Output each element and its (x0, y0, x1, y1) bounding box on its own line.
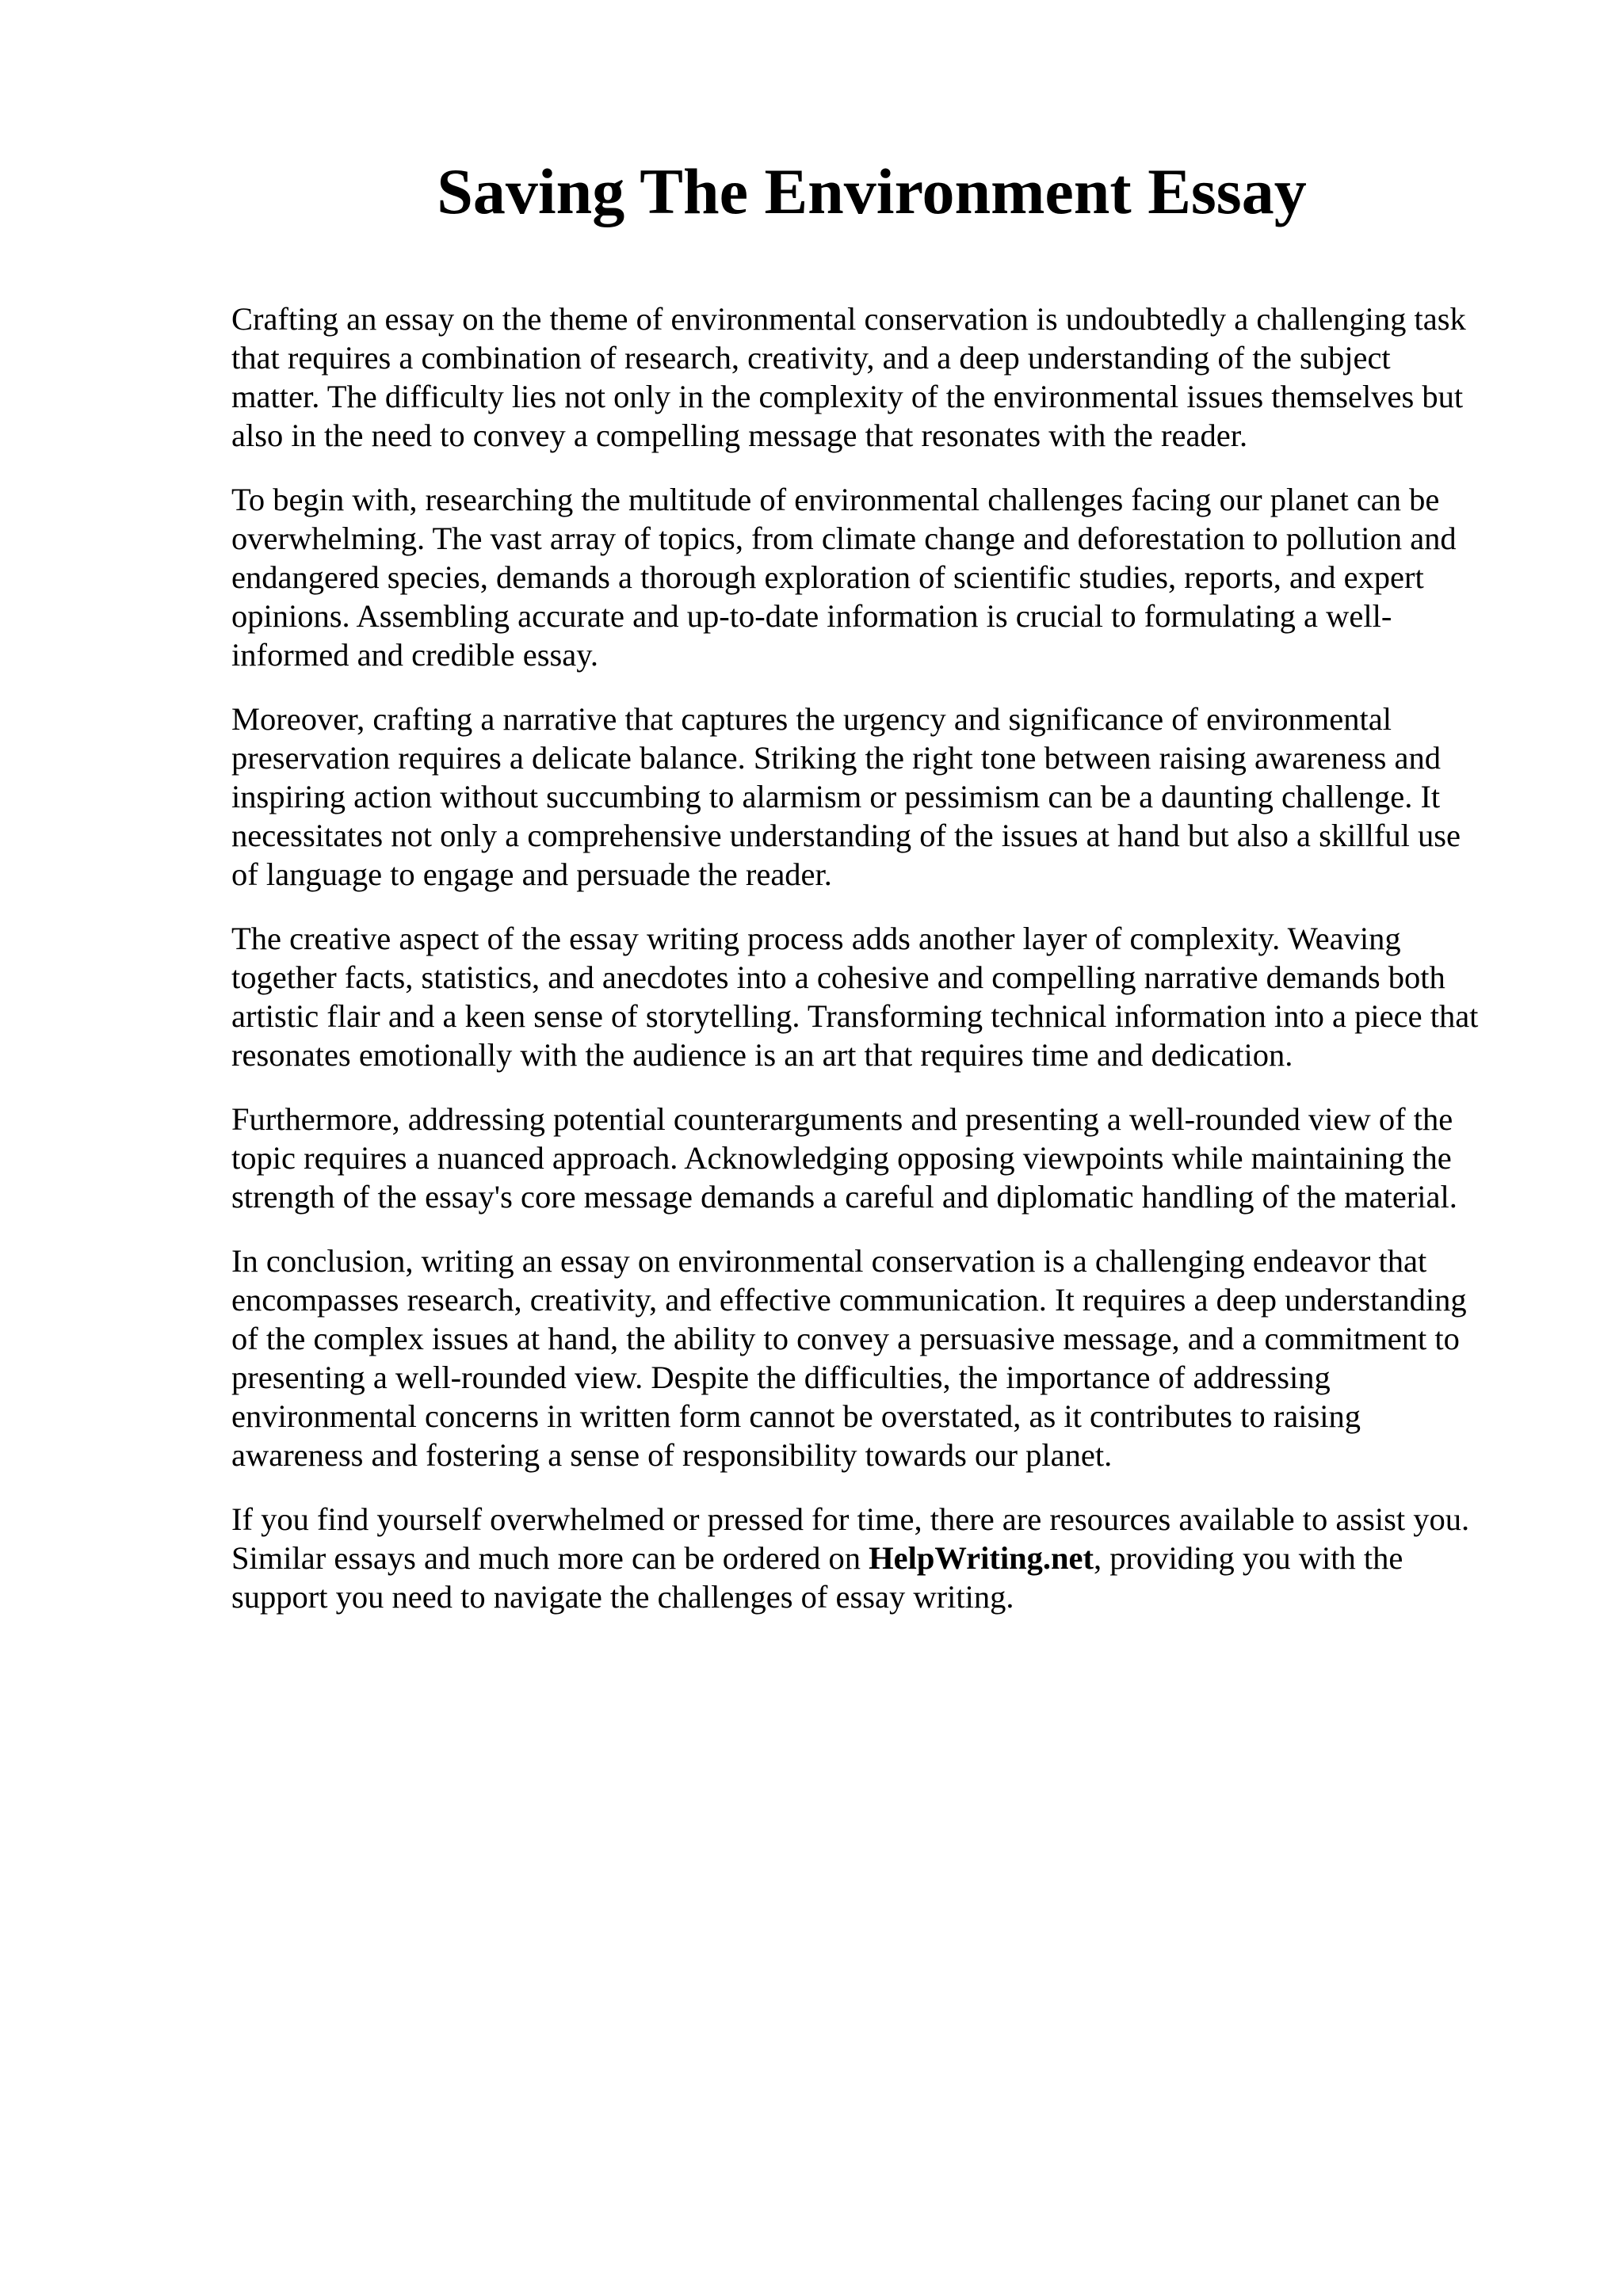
paragraph-line: inspiring action without succumbing to alarmism or pessimism can be a daunting challenge. It (231, 779, 1441, 814)
page-title: Saving The Environment Essay (437, 155, 1307, 227)
paragraph-line: together facts, statistics, and anecdotes into a cohesive and compelling narrative demands both (231, 959, 1445, 995)
paragraph-line: Furthermore, addressing potential counterarguments and presenting a well-rounded view of the (231, 1101, 1453, 1137)
closing-line-1: If you find yourself overwhelmed or pressed for time, there are resources available to assist you. (231, 1501, 1470, 1537)
paragraph-line: encompasses research, creativity, and effective communication. It requires a deep understanding (231, 1282, 1467, 1318)
closing-paragraph (231, 1500, 1515, 1616)
paragraph-line: Moreover, crafting a narrative that captures the urgency and significance of environmental (231, 701, 1392, 737)
essay-paragraph (231, 480, 1515, 674)
essay-paragraph (231, 700, 1515, 894)
paragraph-line: preservation requires a delicate balance. Striking the right tone between raising awareness and (231, 740, 1442, 776)
closing-line-3: support you need to navigate the challenges of essay writing. (231, 1579, 1014, 1615)
paragraph-list (231, 299, 1515, 1474)
paragraph-line: In conclusion, writing an essay on environmental conservation is a challenging endeavor that (231, 1243, 1427, 1279)
closing-line-2-after: , providing you with the (1094, 1540, 1403, 1576)
essay-paragraph (231, 1100, 1515, 1216)
paragraph-line: resonates emotionally with the audience is an art that requires time and dedication. (231, 1037, 1293, 1073)
paragraph-line: strength of the essay's core message demands a careful and diplomatic handling of the material. (231, 1179, 1457, 1215)
paragraph-line: of language to engage and persuade the reader. (231, 856, 832, 892)
essay-body (231, 299, 1515, 1642)
closing-line-2-before: Similar essays and much more can be ordered on (231, 1540, 869, 1576)
paragraph-line: Crafting an essay on the theme of environmental conservation is undoubtedly a challenging task (231, 301, 1466, 337)
paragraph-line: artistic flair and a keen sense of storytelling. Transforming technical information into a piece that (231, 998, 1479, 1034)
paragraph-line: endangered species, demands a thorough exploration of scientific studies, reports, and expert (231, 559, 1424, 595)
paragraph-line: necessitates not only a comprehensive understanding of the issues at hand but also a skillful use (231, 818, 1461, 853)
paragraph-line: matter. The difficulty lies not only in the complexity of the environmental issues themselves but (231, 379, 1464, 414)
paragraph-line: also in the need to convey a compelling message that resonates with the reader. (231, 418, 1248, 453)
paragraph-line: topic requires a nuanced approach. Acknowledging opposing viewpoints while maintaining the (231, 1140, 1452, 1176)
paragraph-line: overwhelming. The vast array of topics, from climate change and deforestation to pollution and (231, 521, 1457, 556)
paragraph-line: informed and credible essay. (231, 637, 598, 673)
essay-paragraph (231, 299, 1515, 455)
paragraph-line: that requires a combination of research, creativity, and a deep understanding of the subject (231, 340, 1391, 376)
paragraph-line: of the complex issues at hand, the ability to convey a persuasive message, and a commitment to (231, 1321, 1460, 1356)
paragraph-line: environmental concerns in written form cannot be overstated, as it contributes to raising (231, 1398, 1361, 1434)
paragraph-line: The creative aspect of the essay writing process adds another layer of complexity. Weaving (231, 921, 1401, 956)
closing-line-2 (231, 1539, 1515, 1577)
paragraph-line: presenting a well-rounded view. Despite the difficulties, the importance of addressing (231, 1360, 1331, 1395)
paragraph-line: To begin with, researching the multitude of environmental challenges facing our planet can be (231, 482, 1440, 517)
essay-paragraph (231, 1241, 1515, 1474)
helpwriting-link[interactable]: HelpWriting.net (869, 1540, 1094, 1576)
essay-paragraph (231, 919, 1515, 1074)
paragraph-line: awareness and fostering a sense of responsibility towards our planet. (231, 1437, 1113, 1473)
paragraph-line: opinions. Assembling accurate and up-to-date information is crucial to formulating a well- (231, 598, 1392, 634)
